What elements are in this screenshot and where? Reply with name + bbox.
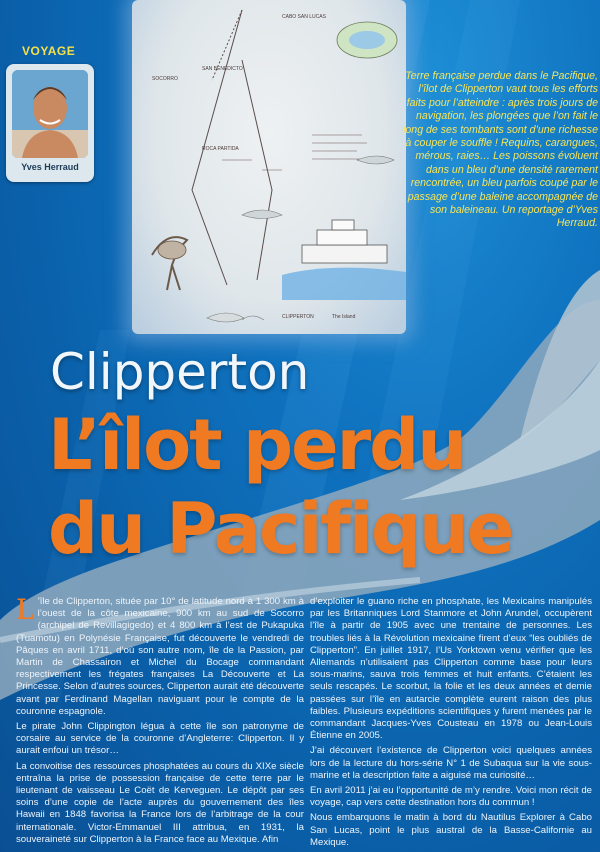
hand-drawn-map [132, 0, 406, 334]
paragraph: J’ai découvert l’existence de Clipperton voici quelques années lors de la lecture du hors-série N° 1 de Subaqua sur la vie sous-marine et la description faite a aiguisé ma curiosité… [310, 745, 592, 781]
paragraph-text: ’île de Clipperton, située par 10° de latitude nord à 1 300 km à l’ouest de la côte mexicaine, 900 km au sud de Socorro (archipel de Revillagigedo) et 4 800 km à l’est de Pukapuka (Tuamotu) en Polynésie Française, fut découverte le vendredi de Pâques en avril 1711, d’où son autre nom, île de la Passion, par Martin de Chassairon et Michel du Bocage commandant respectivement les frégates françaises La Découverte et La Princesse. Selon d’autres sources, Clipperton aurait été découverte avant par Ferdinand Magellan naviguant pour le compte de la couronne espagnole. [16, 596, 304, 717]
section-tag: VOYAGE [22, 44, 76, 58]
article-body [0, 593, 600, 852]
dropcap: L [16, 593, 35, 626]
map-label: CABO SAN LUCAS [282, 14, 326, 20]
paragraph: La convoitise des ressources phosphatées au cours du XIXe siècle entraîna la prise de possession française de cette terre par le lieutenant de vaisseau Le Coët de Kerveguen. Le dépôt par ses soins d’une copie de l’acte auprès du gouvernement des îles Hawaii en 1848 favorisa la France lors de l’arbitrage de la cour internationale. Victor-Emmanuel III attribua, en 1931, la souveraineté sur Clipperton à la France face au Mexique. Afin [16, 760, 304, 845]
map-sketch [132, 0, 406, 334]
map-label: CLIPPERTON [282, 314, 314, 320]
map-label: SOCORRO [152, 76, 178, 82]
map-label: SAN BENEDICTO [202, 66, 243, 72]
article-column-right [310, 596, 592, 852]
author-photo [12, 70, 88, 158]
intro-standfirst: Terre française perdue dans le Pacifique, l’îlot de Clipperton vaut tous les efforts faits pour l’atteindre : après trois jours de navigation, les plongées que l’on fait le long de ses tombants sont d’une richesse à couper le souffle ! Requins, carangues, mérous, raies… Les poissons évoluent dans un bleu d’une densité rarement rencontrée, un bleu parfois coupé par le passage d’une baleine accompagnée de son baleineau. Un reportage d’Yves Herraud. [403, 70, 598, 230]
title-sub-line2: du Pacifique [48, 488, 513, 570]
portrait-icon [12, 70, 88, 158]
article-column-left [16, 593, 304, 849]
map-label: The Island [332, 314, 356, 320]
paragraph: En avril 2011 j’ai eu l’opportunité de m’y rendre. Voici mon récit de voyage, cap vers cette destination hors du commun ! [310, 785, 592, 809]
title-sub-line1: L’îlot perdu [48, 404, 466, 486]
title-sub [48, 403, 588, 571]
author-card [6, 64, 94, 182]
paragraph [16, 593, 304, 718]
author-name: Yves Herraud [21, 162, 79, 172]
paragraph: d’exploiter le guano riche en phosphate, les Mexicains manipulés par les Britanniques Lord Stanmore et John Arundel, occupèrent l’île à partir de 1905 avec une trentaine de personnes. Les troubles liés à la Révolution mexicaine firent d’eux “les oubliés de Clipperton”. En juillet 1917, l’Us Yorktown venu vérifier que les Allemands n’utilisaient pas Clipperton comme base pour leurs sous-marins, sauva trois femmes et huit enfants. C’étaient les seuls rescapés. Le scorbut, la folie et les deux années et demie passées sur l’île en autarcie complète eurent raison des plus faibles. Plusieurs expéditions scientifiques y furent menées par le commandant Jacques-Yves Cousteau en 1978 ou Jean-Louis Étienne en 2005. [310, 596, 592, 742]
title-main: Clipperton [50, 343, 310, 401]
paragraph: Nous embarquons le matin à bord du Nautilus Explorer à Cabo San Lucas, point le plus austral de la Basse-Californie au Mexique. [310, 812, 592, 848]
map-label: ROCA PARTIDA [202, 146, 239, 152]
paragraph: Le pirate John Clippington légua à cette île son patronyme de corsaire au service de la couronne d’Angleterre: Clipperton. Il y aurait enfoui un trésor… [16, 721, 304, 757]
